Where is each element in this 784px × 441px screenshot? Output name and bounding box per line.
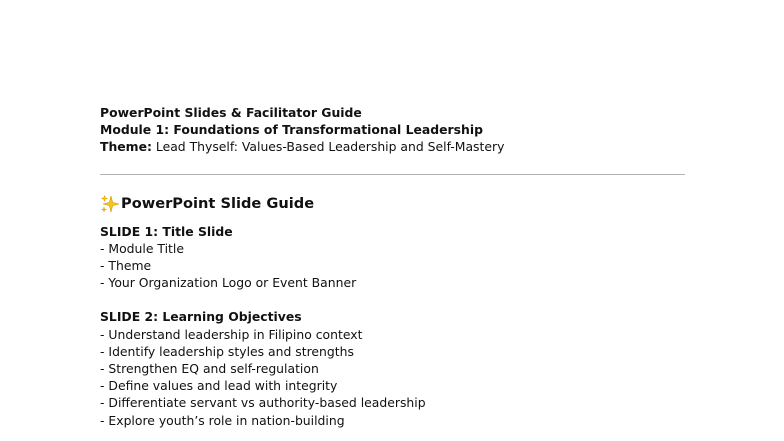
- list-item: - Explore youth’s role in nation-building: [100, 412, 345, 428]
- doc-title: PowerPoint Slides & Facilitator Guide: [100, 105, 362, 120]
- divider: [100, 174, 685, 175]
- list-item: - Identify leadership styles and strengths: [100, 343, 354, 359]
- slide-2-block: [100, 308, 685, 428]
- theme-value: Lead Thyself: Values-Based Leadership and Self-Mastery: [151, 139, 505, 155]
- list-item: - Define values and lead with integrity: [100, 378, 338, 394]
- list-item: - Differentiate servant vs authority-based leadership: [100, 395, 426, 411]
- module-title: Module 1: Foundations of Transformational Leadership: [100, 122, 483, 138]
- theme-label: Theme:: [100, 139, 152, 155]
- list-item: - Strengthen EQ and self-regulation: [100, 361, 319, 377]
- sparkles-icon: [100, 194, 120, 214]
- section-title: PowerPoint Slide Guide: [121, 194, 315, 212]
- theme-line: [100, 138, 685, 155]
- list-item: - Module Title: [100, 240, 184, 256]
- slide-1-block: [100, 223, 685, 292]
- section-heading: [100, 191, 685, 217]
- slide-1-heading: SLIDE 1: Title Slide: [100, 223, 233, 239]
- list-item: - Theme: [100, 258, 152, 274]
- list-item: - Your Organization Logo or Event Banner: [100, 275, 357, 291]
- document-page: [100, 104, 685, 429]
- list-item: - Understand leadership in Filipino context: [100, 326, 363, 342]
- slide-2-heading: SLIDE 2: Learning Objectives: [100, 309, 302, 325]
